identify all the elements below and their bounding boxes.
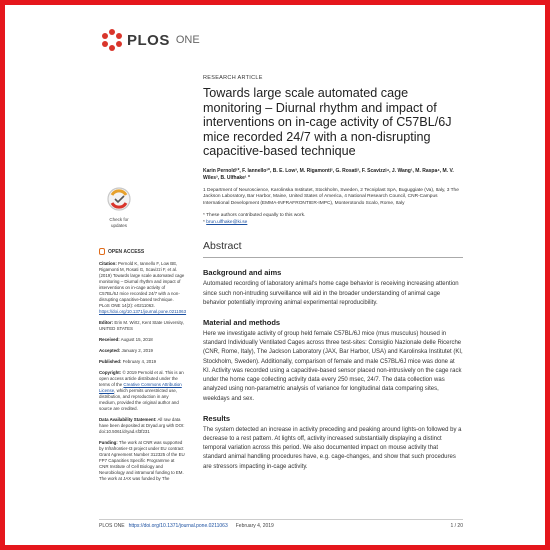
corresponding-email-link[interactable]: brun.ulfhake@ki.se [206, 219, 248, 225]
abstract-divider [203, 257, 463, 258]
abstract-heading: Abstract [203, 240, 242, 253]
plos-logo-icon [101, 29, 123, 51]
footer-doi-link[interactable]: https://doi.org/10.1371/journal.pone.0211063 [128, 523, 228, 529]
article-type: RESEARCH ARTICLE [203, 75, 263, 81]
footer-journal: PLOS ONE [99, 523, 125, 529]
accepted-date: Accepted: January 2, 2019 [99, 348, 153, 353]
published-date: Published: February 4, 2019 [99, 359, 157, 364]
check-updates-label[interactable]: Check for updates [109, 217, 129, 228]
section-heading-methods: Material and methods [203, 318, 281, 328]
journal-name: PLOS [127, 31, 170, 49]
copyright-block: Copyright: © 2019 Pernold et al. This is an open access article distributed under the terms of the Creative Commons Attribution License, which permits unrestricted use, distribution, and reproduction in any medium, provided the original author and source are credited. [99, 370, 184, 411]
page-footer [99, 519, 463, 529]
equal-contribution-note: * These authors contributed equally to this work. [203, 213, 306, 219]
page-number: 1 / 20 [450, 523, 463, 529]
editor-block: Editor: Erin M. Wirtz, Kent State University, UNITED STATES [99, 320, 184, 331]
article-title: Towards large scale automated cage monitoring – Diurnal rhythm and impact of interventions on in-cage activity of C57BL/6J mice recorded 24/7 with a non-disrupting capacitive-based technique [203, 86, 452, 159]
citation-doi-link[interactable]: https://doi.org/10.1371/journal.pone.0211063 [99, 309, 187, 314]
section-text-background: Automated recording of laboratory animal's home cage behavior is receiving increasing attention since such non-intruding surveillance will aid in the broader understanding of animal cage behavior potentially improving animal experimental reproducibility. [203, 281, 459, 306]
license-link[interactable]: Creative Commons Attribution License [99, 382, 182, 393]
citation-block: Citation: Pernold K, Iannello F, Low BE, Rigamonti M, Rosati G, Scavizzi F, et al. (2019) Towards large scale automated cage monitoring – Diurnal rhythm and impact of interventions on in-cage activity of C57BL/6J mice recorded 24/7 with a non-disrupting capacitive-based technique. PLoS ONE 14(2): e0211063. https://doi.org/10.1371/journal.pone.0211063 [99, 261, 187, 314]
journal-suffix: ONE [175, 34, 200, 46]
check-updates-icon[interactable] [106, 186, 132, 216]
section-text-methods: Here we investigate activity of group held female C57BL/6J mice (mus musculus) housed in standard Individually Ventilated Cages across three test-sites: Consiglio Nazionale delle Ricerche (CNR, Rome, Italy), The Jackson Laboratory (JAX, Bar Harbor, USA) and Karolinska Institutet (KI, Stockholm, Sweden). Additionally, comparison of female and male C57BL/6J mice was done at KI. Activity was recorded using a capacitive-based sensor placed non-intrusively on the cage rack under the home cage collecting activity data every 250 msec, 24/7. The data collection was analyzed using non-parametric analysis of variance for longitudinal data comparing sites, weekdays and sex. [203, 331, 463, 402]
article-main [203, 75, 463, 472]
received-date: Received: August 15, 2018 [99, 337, 153, 342]
section-heading-results: Results [203, 413, 231, 423]
sidebar [99, 248, 185, 487]
affiliations: 1 Department of Neuroscience, Karolinska Institutet, Stockholm, Sweden, 2 Tecniplast SpA, Buguggiate (Va), Italy, 3 The Jackson Laboratory, Bar Harbor, Maine, United States of America, 4 National Research Council, CNR-Campus International Development (EMMA-INFRAFRONTIER-IMPC), Monterotondo Scalo, Rome, Italy [203, 187, 459, 206]
author-notes: * These authors contributed equally to this work. * brun.ulfhake@ki.se [203, 213, 463, 226]
section-heading-background: Background and aims [203, 268, 282, 278]
funding-block: Funding: The work at CNR was supported by Infrafrontier-I3 project under EU contract Grant Agreement Number 312325 of the EU FP7 Capacities Specific Programme at CNR Institute of Cell Biology and Neurobiology and intramural funding to EM. The work at JAX was funded by The [99, 440, 185, 481]
open-access-badge [99, 248, 185, 255]
open-lock-icon [99, 248, 105, 255]
author-list: Karin Pernold¹*, F. Iannello²*, B. E. Low³, M. Rigamonti², G. Rosati², F. Scavizzi⁴, J. Wang¹, M. Raspa⁴, M. V. Wiles³, B. Ulfhake¹ * [203, 167, 454, 181]
journal-logo[interactable] [101, 29, 200, 51]
section-text-results: The system detected an increase in activity preceding and peaking around lights-on followed by a decrease to a rest pattern. At lights off, activity increased substantially displaying a distinct temporal variation across this period. We also documented impact on mouse activity that standard animal handling procedures have, e.g. cage-changes, and show that such procedures are stressors impacting in-cage activity. [203, 426, 462, 470]
footer-date: February 4, 2019 [235, 523, 274, 529]
data-availability-block: Data Availability Statement: All raw data have been deposited at Dryad.org with DOI: doi:10.5061/dryad.sf3f231 [99, 417, 185, 434]
open-access-label: OPEN ACCESS [108, 248, 145, 255]
